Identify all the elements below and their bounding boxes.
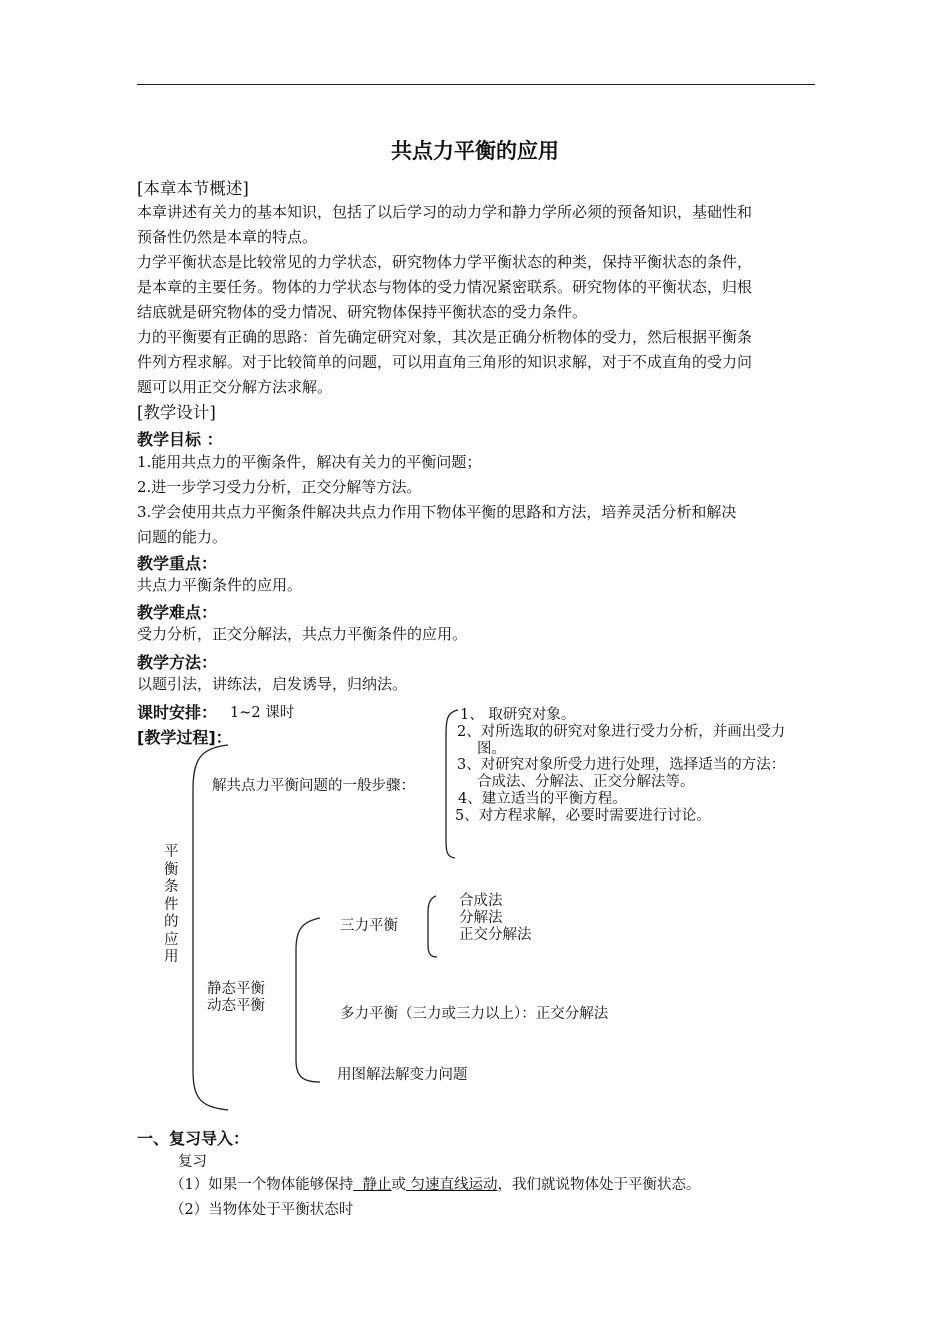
difficulty-text: 受力分析，正交分解法，共点力平衡条件的应用。: [137, 625, 468, 643]
overview-line: 件列方程求解。对于比较简单的问题，可以用直角三角形的知识求解，对于不成直角的受力问: [137, 353, 753, 371]
key-heading: 教学重点：: [137, 554, 218, 573]
overview-line: 结底就是研究物体的受力情况、研究物体保持平衡状态的受力条件。: [137, 303, 588, 321]
overview-line: 题可以用正交分解方法求解。: [137, 378, 333, 396]
goal-item: 1.能用共点力的平衡条件，解决有关力的平衡问题；: [137, 453, 482, 471]
dynamic-label: 动态平衡: [207, 998, 265, 1014]
review-question-2: （2）当物体处于平衡状态时: [170, 1202, 354, 1218]
overview-line: 预备性仍然是本章的特点。: [137, 228, 318, 246]
process-heading: [教学过程]：: [137, 728, 232, 747]
key-text: 共点力平衡条件的应用。: [137, 576, 303, 594]
steps-label: 解共点力平衡问题的一般步骤：: [212, 778, 415, 794]
review-q1-blank-2: 匀速直线运动: [405, 1177, 498, 1193]
overview-line: 是本章的主要任务。物体的力学状态与物体的受力情况紧密联系。研究物体的平衡状态，归根: [137, 278, 753, 296]
page-title: 共点力平衡的应用: [391, 139, 559, 163]
static-label: 静态平衡: [207, 981, 265, 997]
method-item: 合成法: [459, 893, 503, 909]
method-text: 以题引法，讲练法，启发诱导，归纳法。: [137, 675, 408, 693]
goal-item: 3.学会使用共点力平衡条件解决共点力作用下物体平衡的思路和方法，培养灵活分析和解决: [137, 503, 737, 521]
step-item: 4、建立适当的平衡方程。: [458, 791, 627, 807]
goals-heading: 教学目标 ：: [137, 430, 223, 449]
goal-item: 2.进一步学习受力分析，正交分解等方法。: [137, 478, 422, 496]
overview-line: 本章讲述有关力的基本知识，包括了以后学习的动力学和静力学所必须的预备知识，基础性和: [137, 203, 753, 221]
goal-item: 问题的能力。: [137, 528, 228, 546]
multi-force-label: 多力平衡（三力或三力以上）：正交分解法: [340, 1006, 609, 1022]
step-item: 图。: [477, 741, 506, 757]
step-item: 2、对所选取的研究对象进行受力分析，并画出受力: [457, 724, 786, 740]
step-item: 5、对方程求解，必要时需要进行讨论。: [455, 808, 711, 824]
review-label: 复习: [178, 1154, 207, 1170]
diagram-root-vertical: 平衡条件的应用: [164, 844, 179, 965]
graph-method-label: 用图解法解变力问题: [337, 1067, 468, 1083]
review-q1-mid: 或: [391, 1177, 406, 1193]
schedule-text: 1~2 课时: [230, 705, 295, 721]
overview-line: 力学平衡状态是比较常见的力学状态，研究物体力学平衡状态的种类，保持平衡状态的条件，: [137, 253, 753, 271]
review-q1-prefix: （1）如果一个物体能够保持: [170, 1177, 354, 1193]
step-item: 3、对研究对象所受力进行处理，选择适当的方法：: [457, 757, 786, 773]
three-force-label: 三力平衡: [340, 918, 398, 934]
review-question-1: [170, 1173, 701, 1194]
section1-heading: 一、复习导入：: [137, 1129, 250, 1148]
schedule-heading: 课时安排：: [137, 703, 218, 722]
difficulty-heading: 教学难点：: [137, 603, 218, 622]
review-q1-suffix: ，我们就说物体处于平衡状态。: [497, 1177, 701, 1193]
overview-heading: [本章本节概述]: [137, 179, 249, 198]
method-heading: 教学方法：: [137, 653, 218, 672]
step-item: 1、 取研究对象。: [460, 707, 576, 723]
design-heading: [教学设计]: [137, 403, 216, 422]
method-item: 分解法: [459, 910, 503, 926]
method-item: 正交分解法: [459, 927, 532, 943]
step-item: 合成法、分解法、正交分解法等。: [477, 774, 695, 790]
overview-line: 力的平衡要有正确的思路：首先确定研究对象，其次是正确分析物体的受力，然后根据平衡条: [137, 328, 753, 346]
review-q1-blank-1: 静止: [353, 1177, 392, 1193]
